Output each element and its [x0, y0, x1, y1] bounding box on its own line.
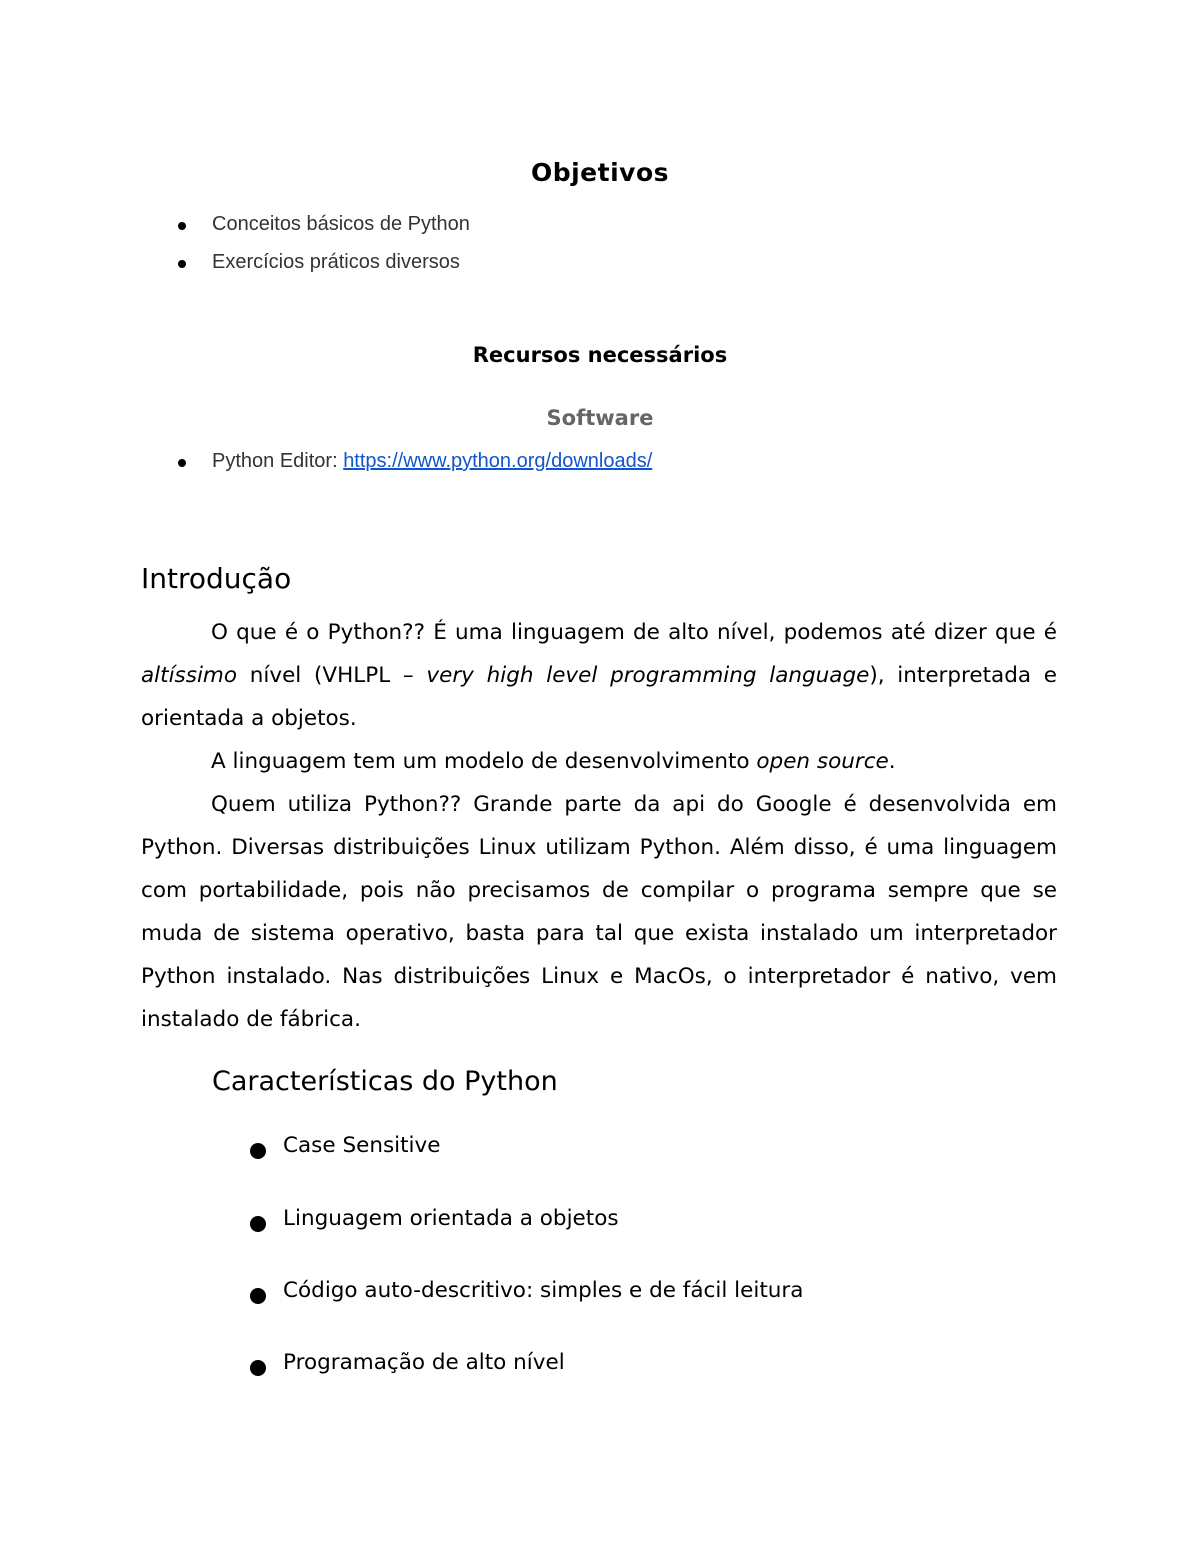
list-item-text: Programação de alto nível	[283, 1350, 565, 1375]
text-run: .	[888, 749, 896, 774]
introducao-heading: Introdução	[141, 562, 292, 595]
bullet-icon	[178, 222, 186, 230]
list-item-text: Case Sensitive	[283, 1133, 441, 1158]
bullet-icon	[178, 260, 186, 268]
text-run: nível (VHLPL –	[237, 663, 427, 688]
italic-run: altíssimo	[141, 663, 238, 688]
intro-paragraph-1	[141, 611, 1057, 740]
list-item-text: Conceitos básicos de Python	[212, 213, 470, 235]
text-run: ), interpretada e orientada a objetos.	[141, 663, 1058, 731]
italic-run: open source	[756, 749, 889, 774]
bullet-icon	[250, 1143, 266, 1159]
bullet-icon	[250, 1360, 266, 1376]
caracteristicas-heading: Características do Python	[212, 1066, 558, 1097]
italic-run: very high level programming language	[426, 663, 870, 688]
bullet-icon	[178, 459, 186, 467]
list-item-text: Linguagem orientada a objetos	[283, 1206, 619, 1231]
objetivos-title: Objetivos	[530, 158, 670, 187]
python-editor-label: Python Editor:	[212, 450, 344, 472]
software-subtitle: Software	[546, 406, 654, 430]
intro-paragraph-2	[141, 740, 1057, 783]
list-item-text: Exercícios práticos diversos	[212, 251, 460, 273]
list-item-text	[212, 450, 652, 473]
intro-paragraph-3: Quem utiliza Python?? Grande parte da api do Google é desenvolvida em Python. Diversas distribuições Linux utilizam Python. Além disso, é uma linguagem com portabilidade, pois não precisamos de compilar o programa sempre que se muda de sistema operativo, basta para tal que exista instalado um interpretador Python instalado. Nas distribuições Linux e MacOs, o interpretador é nativo, vem instalado de fábrica.	[141, 792, 1057, 1032]
recursos-title: Recursos necessários	[472, 343, 728, 367]
python-download-link[interactable]: https://www.python.org/downloads/	[343, 450, 653, 472]
bullet-icon	[250, 1216, 266, 1232]
list-item-text: Código auto-descritivo: simples e de fácil leitura	[283, 1278, 804, 1303]
text-run: O que é o Python?? É uma linguagem de alto nível, podemos até dizer que é	[211, 620, 1057, 645]
bullet-icon	[250, 1288, 266, 1304]
text-run: A linguagem tem um modelo de desenvolvimento	[211, 749, 757, 774]
